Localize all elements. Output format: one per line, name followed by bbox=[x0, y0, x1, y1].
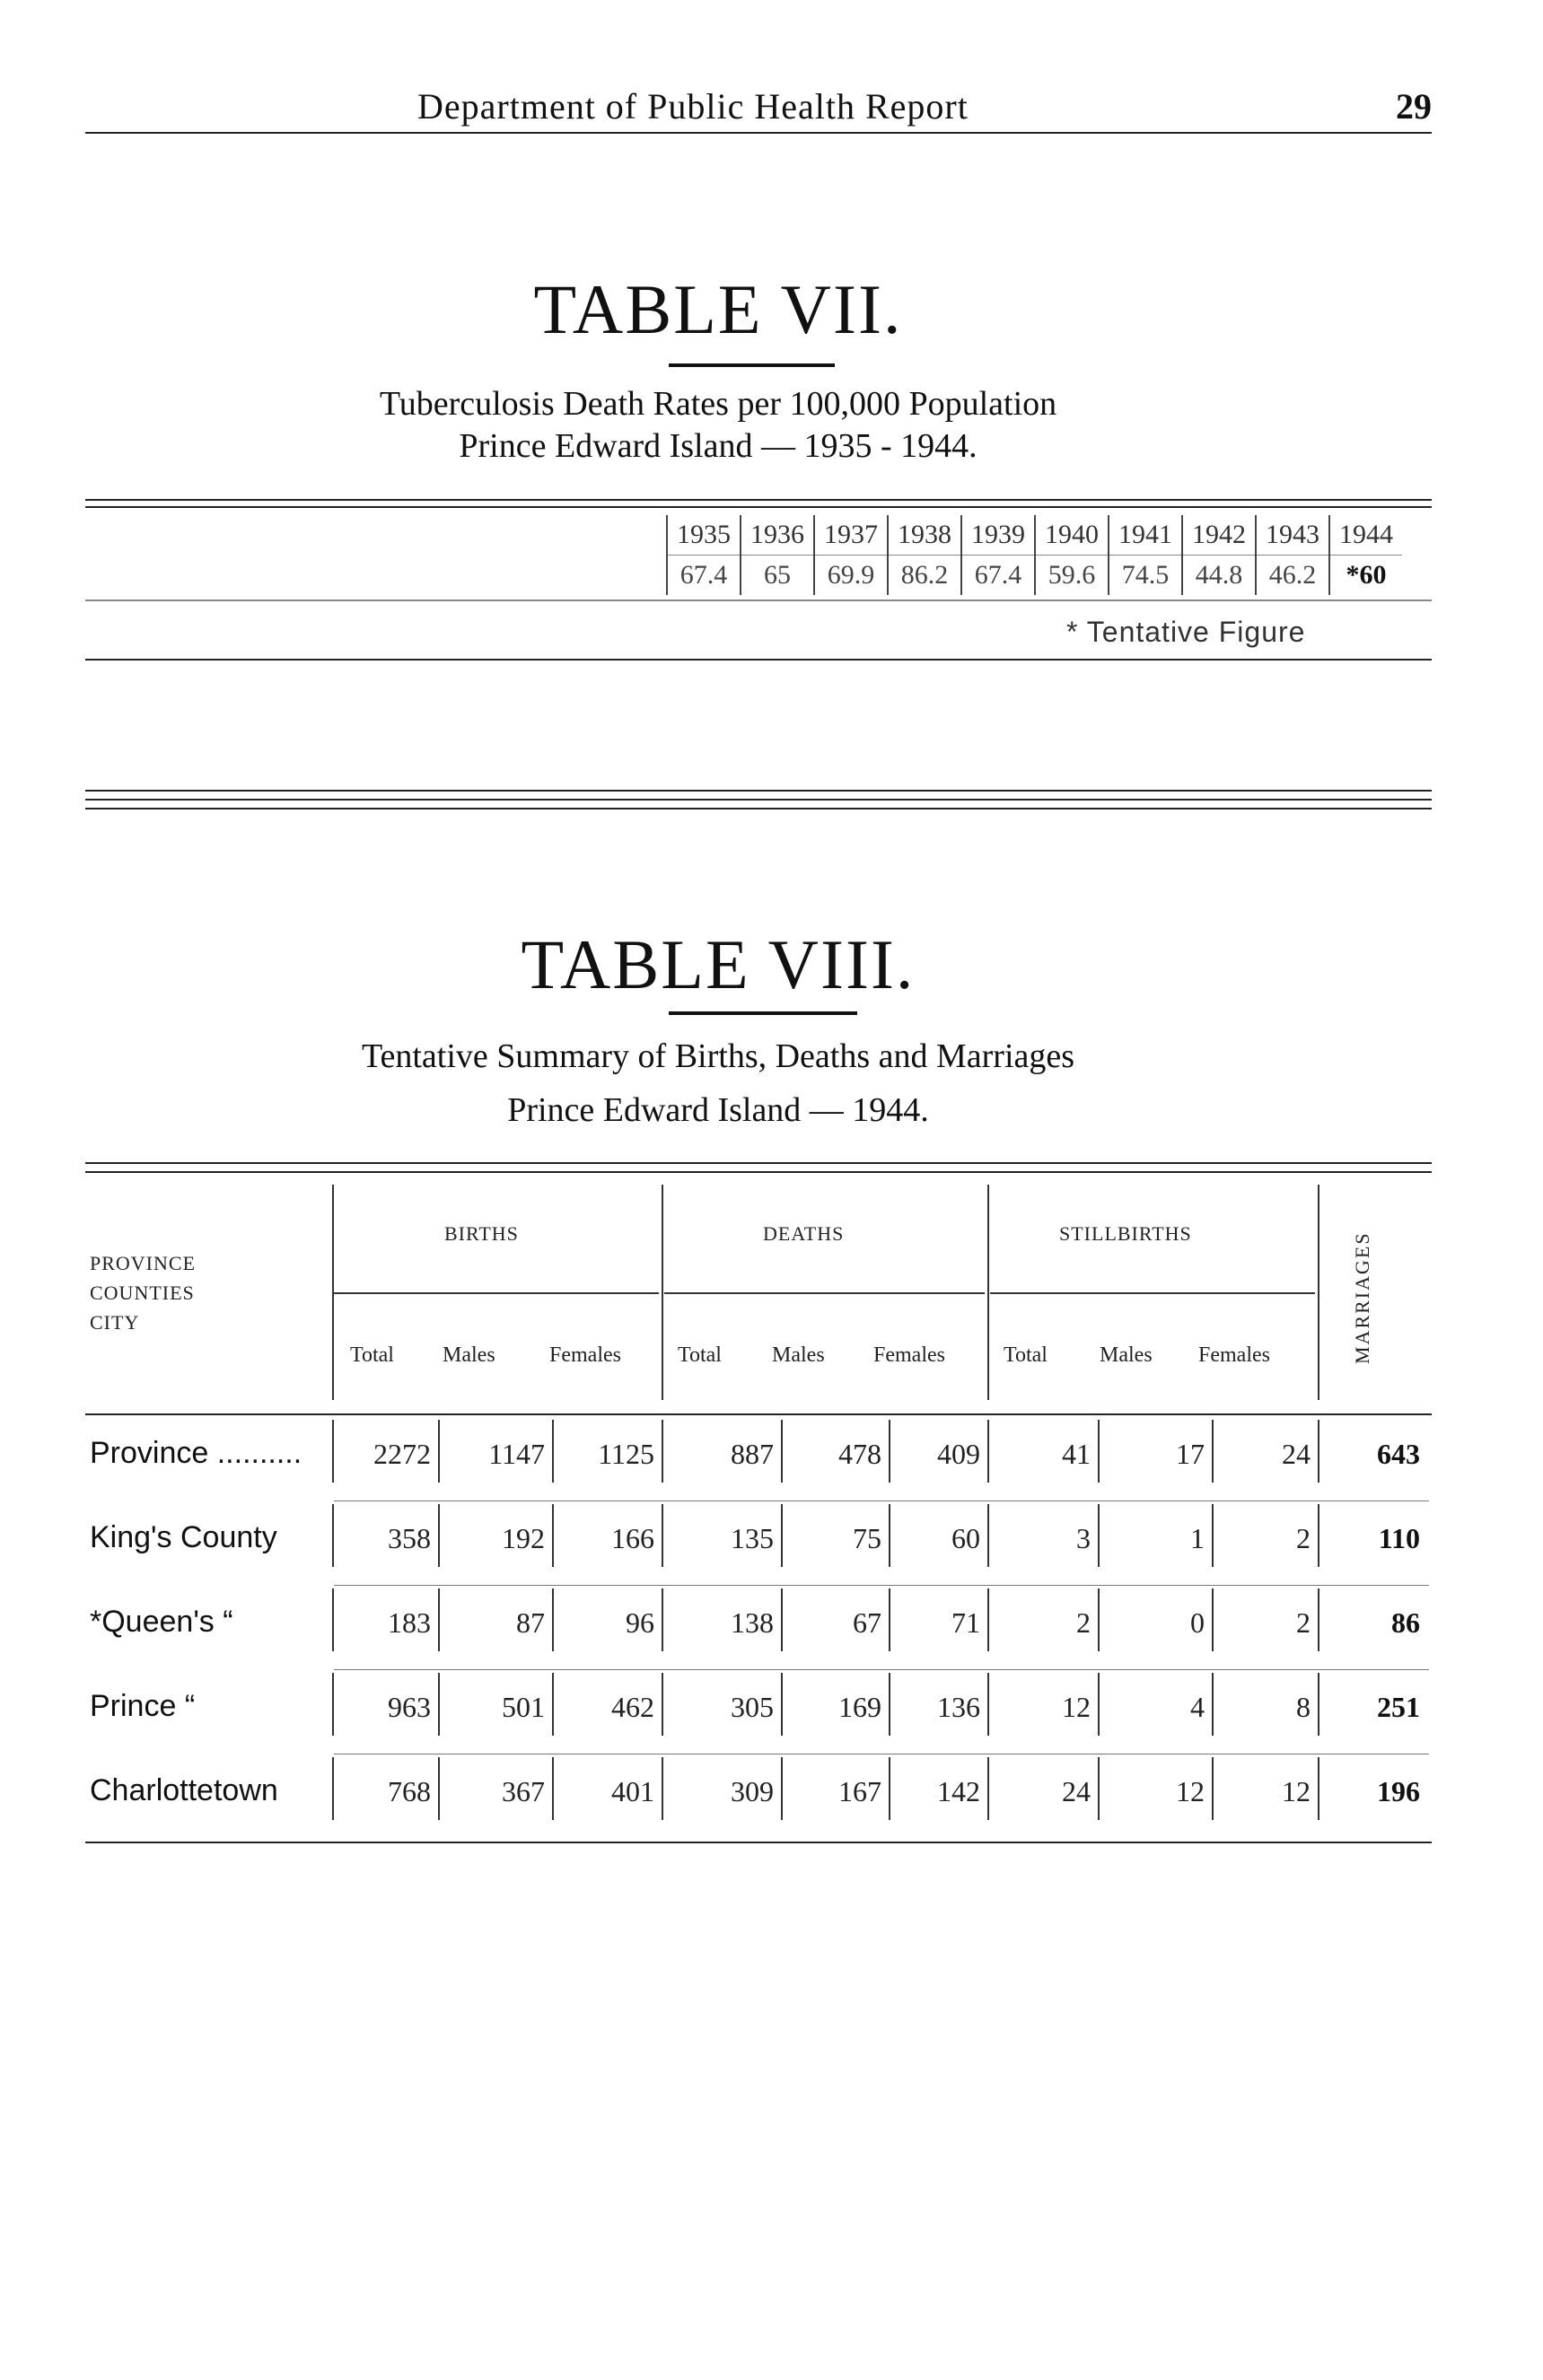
section-divider-2 bbox=[85, 799, 1432, 801]
cell-divider bbox=[662, 1588, 663, 1651]
row-label: Charlottetown bbox=[90, 1773, 278, 1807]
marriages-cell: 110 bbox=[1378, 1522, 1420, 1554]
births-females-cell: 166 bbox=[611, 1522, 654, 1554]
deaths-males-cell: 167 bbox=[838, 1775, 881, 1807]
row-label: *Queen's “ bbox=[90, 1605, 233, 1639]
deaths-males-header: Males bbox=[772, 1343, 825, 1367]
cell-divider bbox=[662, 1757, 663, 1820]
table7-years-row bbox=[667, 515, 1402, 556]
row-divider bbox=[334, 1669, 1429, 1670]
stillbirths-males-cell: 17 bbox=[1176, 1438, 1205, 1470]
stillbirths-females-cell: 2 bbox=[1296, 1522, 1311, 1554]
year-cell: 1943 bbox=[1256, 515, 1329, 556]
table7-heading-rule bbox=[669, 363, 835, 367]
rate-cell: 67.4 bbox=[667, 556, 741, 596]
table8-header-bottom-rule bbox=[85, 1413, 1432, 1415]
deaths-females-cell: 136 bbox=[937, 1691, 980, 1723]
rate-cell: 69.9 bbox=[814, 556, 888, 596]
row-label: King's County bbox=[90, 1520, 277, 1554]
cell-divider bbox=[438, 1420, 440, 1483]
deaths-males-cell: 67 bbox=[853, 1606, 881, 1639]
cell-divider bbox=[1098, 1588, 1100, 1651]
marriages-cell: 196 bbox=[1377, 1775, 1420, 1807]
year-cell: 1935 bbox=[667, 515, 741, 556]
cell-divider bbox=[438, 1673, 440, 1736]
cell-divider bbox=[1098, 1420, 1100, 1483]
table7-mid-rule bbox=[85, 599, 1432, 601]
header-divider bbox=[1318, 1185, 1319, 1400]
deaths-total-cell: 887 bbox=[731, 1438, 774, 1470]
year-cell: 1941 bbox=[1109, 515, 1182, 556]
header-group-rule bbox=[664, 1292, 985, 1294]
deaths-total-cell: 135 bbox=[731, 1522, 774, 1554]
deaths-males-cell: 478 bbox=[838, 1438, 881, 1470]
marriages-cell: 86 bbox=[1391, 1606, 1420, 1639]
year-cell: 1936 bbox=[741, 515, 814, 556]
year-cell: 1939 bbox=[961, 515, 1035, 556]
table7-subtitle-2: Prince Edward Island — 1935 - 1944. bbox=[459, 427, 978, 465]
report-title: Department of Public Health Report bbox=[417, 86, 969, 127]
births-males-cell: 367 bbox=[502, 1775, 545, 1807]
cell-divider bbox=[1098, 1504, 1100, 1567]
group-stillbirths: STILLBIRTHS bbox=[1059, 1222, 1192, 1245]
rate-cell: 74.5 bbox=[1109, 556, 1182, 596]
cell-divider bbox=[662, 1504, 663, 1567]
stillbirths-males-cell: 4 bbox=[1190, 1691, 1205, 1723]
cell-divider bbox=[987, 1757, 989, 1820]
table8-subtitle-2: Prince Edward Island — 1944. bbox=[507, 1091, 929, 1129]
table8-top-rule bbox=[85, 1162, 1432, 1164]
stillbirths-females-cell: 8 bbox=[1296, 1691, 1311, 1723]
rate-cell: 46.2 bbox=[1256, 556, 1329, 596]
header-rule bbox=[85, 132, 1432, 134]
year-cell: 1942 bbox=[1182, 515, 1256, 556]
deaths-males-cell: 169 bbox=[838, 1691, 881, 1723]
table7-rates-row bbox=[667, 556, 1402, 596]
row-header-city: CITY bbox=[90, 1311, 140, 1334]
row-header-counties: COUNTIES bbox=[90, 1282, 195, 1304]
rate-cell: 67.4 bbox=[961, 556, 1035, 596]
year-cell: 1937 bbox=[814, 515, 888, 556]
stillbirths-total-cell: 41 bbox=[1062, 1438, 1091, 1470]
stillbirths-males-cell: 12 bbox=[1176, 1775, 1205, 1807]
births-females-cell: 1125 bbox=[598, 1438, 654, 1470]
section-divider-3 bbox=[85, 808, 1432, 809]
stillbirths-females-cell: 2 bbox=[1296, 1606, 1311, 1639]
table7-top-rule-2 bbox=[85, 506, 1432, 508]
deaths-females-cell: 142 bbox=[937, 1775, 980, 1807]
header-divider bbox=[662, 1185, 663, 1400]
rate-cell: 65 bbox=[741, 556, 814, 596]
births-males-cell: 192 bbox=[502, 1522, 545, 1554]
births-total-header: Total bbox=[350, 1343, 394, 1367]
deaths-total-header: Total bbox=[678, 1343, 722, 1367]
year-cell: 1940 bbox=[1035, 515, 1109, 556]
page-number: 29 bbox=[1396, 86, 1432, 127]
row-label: Province .......... bbox=[90, 1436, 302, 1470]
births-males-header: Males bbox=[443, 1343, 495, 1367]
stillbirths-males-header: Males bbox=[1100, 1343, 1153, 1367]
deaths-females-cell: 60 bbox=[951, 1522, 980, 1554]
marriages-cell: 251 bbox=[1377, 1691, 1420, 1723]
births-females-cell: 462 bbox=[611, 1691, 654, 1723]
group-deaths: DEATHS bbox=[763, 1222, 845, 1245]
table7-subtitle-1: Tuberculosis Death Rates per 100,000 Population bbox=[379, 385, 1057, 423]
rate-cell: 44.8 bbox=[1182, 556, 1256, 596]
year-cell: 1938 bbox=[888, 515, 961, 556]
births-females-cell: 401 bbox=[611, 1775, 654, 1807]
cell-divider bbox=[987, 1504, 989, 1567]
rate-cell: *60 bbox=[1329, 556, 1402, 596]
stillbirths-females-cell: 12 bbox=[1282, 1775, 1311, 1807]
row-label: Prince “ bbox=[90, 1689, 196, 1723]
marriages-header: MARRIAGES bbox=[1351, 1231, 1373, 1364]
row-divider bbox=[334, 1585, 1429, 1586]
deaths-total-cell: 305 bbox=[731, 1691, 774, 1723]
deaths-total-cell: 309 bbox=[731, 1775, 774, 1807]
section-divider-1 bbox=[85, 790, 1432, 792]
stillbirths-females-cell: 24 bbox=[1282, 1438, 1311, 1470]
deaths-males-cell: 75 bbox=[853, 1522, 881, 1554]
table8-bottom-rule bbox=[85, 1842, 1432, 1843]
table7 bbox=[666, 515, 1402, 595]
cell-divider bbox=[1098, 1673, 1100, 1736]
cell-divider bbox=[987, 1420, 989, 1483]
header-group-rule bbox=[990, 1292, 1315, 1294]
births-females-header: Females bbox=[549, 1343, 621, 1367]
stillbirths-males-cell: 1 bbox=[1190, 1522, 1205, 1554]
table7-heading: TABLE VII. bbox=[533, 270, 903, 348]
births-total-cell: 183 bbox=[388, 1606, 431, 1639]
cell-divider bbox=[662, 1673, 663, 1736]
stillbirths-total-cell: 12 bbox=[1062, 1691, 1091, 1723]
births-total-cell: 768 bbox=[388, 1775, 431, 1807]
cell-divider bbox=[1098, 1757, 1100, 1820]
stillbirths-males-cell: 0 bbox=[1190, 1606, 1205, 1639]
births-total-cell: 358 bbox=[388, 1522, 431, 1554]
row-header-province: PROVINCE bbox=[90, 1252, 197, 1274]
header-divider bbox=[987, 1185, 989, 1400]
deaths-females-cell: 71 bbox=[951, 1606, 980, 1639]
year-cell: 1944 bbox=[1329, 515, 1402, 556]
stillbirths-total-cell: 2 bbox=[1076, 1606, 1091, 1639]
births-females-cell: 96 bbox=[626, 1606, 654, 1639]
cell-divider bbox=[987, 1673, 989, 1736]
births-males-cell: 501 bbox=[502, 1691, 545, 1723]
births-males-cell: 1147 bbox=[488, 1438, 545, 1470]
table8-heading-rule bbox=[669, 1011, 857, 1015]
births-total-cell: 2272 bbox=[373, 1438, 431, 1470]
cell-divider bbox=[438, 1504, 440, 1567]
cell-divider bbox=[662, 1420, 663, 1483]
births-total-cell: 963 bbox=[388, 1691, 431, 1723]
marriages-cell: 643 bbox=[1377, 1438, 1420, 1470]
rate-cell: 59.6 bbox=[1035, 556, 1109, 596]
group-births: BIRTHS bbox=[444, 1222, 519, 1245]
table7-footnote: * Tentative Figure bbox=[1066, 616, 1306, 648]
stillbirths-total-header: Total bbox=[1004, 1343, 1048, 1367]
table8-subtitle-1: Tentative Summary of Births, Deaths and Marriages bbox=[361, 1037, 1075, 1075]
cell-divider bbox=[438, 1588, 440, 1651]
stillbirths-total-cell: 24 bbox=[1062, 1775, 1091, 1807]
table7-bottom-rule bbox=[85, 659, 1432, 661]
stillbirths-total-cell: 3 bbox=[1076, 1522, 1091, 1554]
deaths-total-cell: 138 bbox=[731, 1606, 774, 1639]
stillbirths-females-header: Females bbox=[1198, 1343, 1270, 1367]
running-header bbox=[85, 85, 1432, 130]
rate-cell: 86.2 bbox=[888, 556, 961, 596]
table8-top-rule-2 bbox=[85, 1171, 1432, 1173]
deaths-females-header: Females bbox=[873, 1343, 945, 1367]
births-males-cell: 87 bbox=[516, 1606, 545, 1639]
cell-divider bbox=[987, 1588, 989, 1651]
table8-heading: TABLE VIII. bbox=[521, 925, 916, 1003]
header-group-rule bbox=[334, 1292, 659, 1294]
table7-top-rule bbox=[85, 499, 1432, 501]
deaths-females-cell: 409 bbox=[937, 1438, 980, 1470]
cell-divider bbox=[438, 1757, 440, 1820]
